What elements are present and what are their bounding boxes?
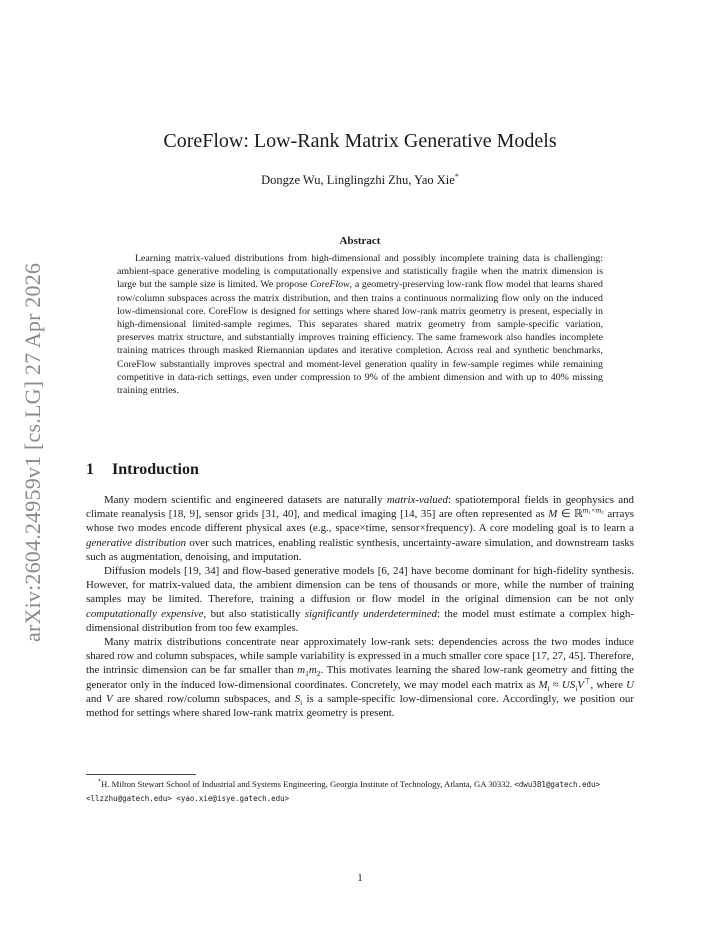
text-run: . This motivates learning the shared low-rank geometry and fitting the generator only in the induced low-dimensional coordinates. Concretely, we may model each matrix as	[86, 664, 634, 691]
footnote	[86, 778, 634, 805]
section-title: Introduction	[112, 461, 199, 478]
math-subscript: i	[547, 683, 550, 693]
author-names: Dongze Wu, Linglingzhi Zhu, Yao Xie	[261, 173, 455, 188]
math-var: S	[294, 692, 301, 705]
math-var: m	[297, 664, 306, 677]
author-footnote-mark: *	[454, 172, 459, 181]
arxiv-identifier: arXiv:2604.24959v1 [cs.LG] 27 Apr 2026	[20, 262, 45, 643]
text-run: Many matrix distributions concentrate near approximately low-rank sets: dependencies across the two modes induce shared row and column subspaces, while sample variability is expressed in a much smaller core space [17, 27, 45]. Therefore, the intrinsic dimension can be far smaller than	[86, 636, 634, 677]
math-var: U	[626, 678, 634, 691]
footnote-affiliation: H. Milton Stewart School of Industrial and Systems Engineering, Georgia Institute of Technology, Atlanta, GA 30332.	[101, 779, 515, 789]
math-subscript: 1	[305, 669, 309, 679]
math-superscript: m₁×m₂	[582, 505, 604, 515]
author-list	[86, 172, 634, 188]
math-subscript: 2	[316, 669, 321, 679]
text-run: over such matrices, enabling realistic synthesis, uncertainty-aware simulation, and downstream tasks such as augmentation, denoising, and imputation.	[86, 536, 634, 563]
math-superscript: ⊤	[583, 676, 591, 686]
emphasis: significantly underdetermined	[304, 607, 437, 620]
text-run: : the model must estimate a complex high-dimensional distribution from too few examples.	[86, 607, 634, 634]
math-var: m	[308, 664, 317, 677]
paragraph-3	[86, 635, 634, 720]
footnote-text	[86, 778, 634, 805]
text-run: is a sample-specific low-dimensional core. Accordingly, we position our method for settings where shared low-rank matrix geometry is present.	[86, 692, 634, 720]
page-number: 1	[357, 872, 363, 884]
section-heading	[86, 461, 634, 479]
paper-title: CoreFlow: Low-Rank Matrix Generative Models	[163, 130, 557, 152]
text-run: Diffusion models [19, 34] and flow-based generative models [6, 24] have become dominant for high-fidelity synthesis. However, for matrix-valued data, the ambient dimension can be tens of thousands or more, while the number of training samples may be limited. Therefore, training a diffusion or flow model in the original dimension can be not only	[86, 565, 634, 606]
text-run: and	[86, 692, 107, 705]
abstract-heading: Abstract	[339, 235, 381, 247]
math-var: V	[577, 678, 584, 691]
math-var: M	[538, 678, 548, 691]
abstract-method-name: CoreFlow	[309, 279, 350, 291]
emphasis: matrix-valued	[386, 494, 448, 506]
introduction-body	[86, 493, 634, 720]
abstract-part: , a geometry-preserving low-rank flow model that learns shared row/column subspaces across the matrix distribution, and then trains a continuous normalizing flow only on the induced low-dimensional core. CoreFlow is designed for settings where shared low-rank matrix geometry is present, especially in high-dimensional limited-sample regimes. This separates shared matrix geometry from sample-specific variation, preserves matrix structure, and substantially improves training efficiency. The same framework also handles incomplete training matrices through masked Riemannian updates and iterative completion. Across real and synthetic benchmarks, CoreFlow substantially improves spectral and moment-level generation quality in few-sample regimes while remaining competitive in data-rich settings, even under compression to 9% of the ambient dimension and with up to 40% missing training entries.	[117, 279, 603, 397]
math-subscript: i	[300, 698, 303, 708]
paragraph-1	[86, 493, 634, 564]
abstract-part: Learning matrix-valued distributions from high-dimensional and possibly incomplete training data is challenging: ambient-space generative modeling is computationally expensive and statistically fragile when the matrix dimension is large but the sample size is limited. We propose	[117, 253, 603, 291]
abstract-text	[117, 252, 603, 397]
math-set: ∈ ℝ	[557, 508, 583, 521]
math-var: US	[561, 678, 576, 691]
paragraph-2	[86, 564, 634, 635]
text-run: , where	[590, 678, 627, 691]
footnote-rule	[86, 774, 196, 775]
text-run: are shared row/column subspaces, and	[112, 692, 295, 705]
math-var: V	[106, 692, 113, 705]
emphasis: generative distribution	[86, 536, 187, 549]
footnote-mark: *	[98, 779, 101, 786]
math-operator: ≈	[549, 678, 562, 691]
emphasis: computationally expensive	[86, 607, 204, 620]
text-run: , but also statistically	[203, 607, 305, 620]
text-run: : spatiotemporal fields in geophysics and climate reanalysis [18, 9], sensor grids [31, 40], and medical imaging [14, 35] are often represented as	[86, 494, 634, 521]
math-var: M	[548, 508, 558, 521]
text-run: Many modern scientific and engineered datasets are naturally	[104, 494, 387, 506]
footnote-emails: <dwu381@gatech.edu> <llzzhu@gatech.edu> <yao.xie@isye.gatech.edu>	[86, 780, 601, 803]
math-subscript: i	[575, 683, 578, 693]
section-number: 1	[86, 461, 94, 478]
text-run: arrays whose two modes encode different physical axes (e.g., space×time, sensor×frequency). A core modeling goal is to learn a	[86, 508, 635, 535]
